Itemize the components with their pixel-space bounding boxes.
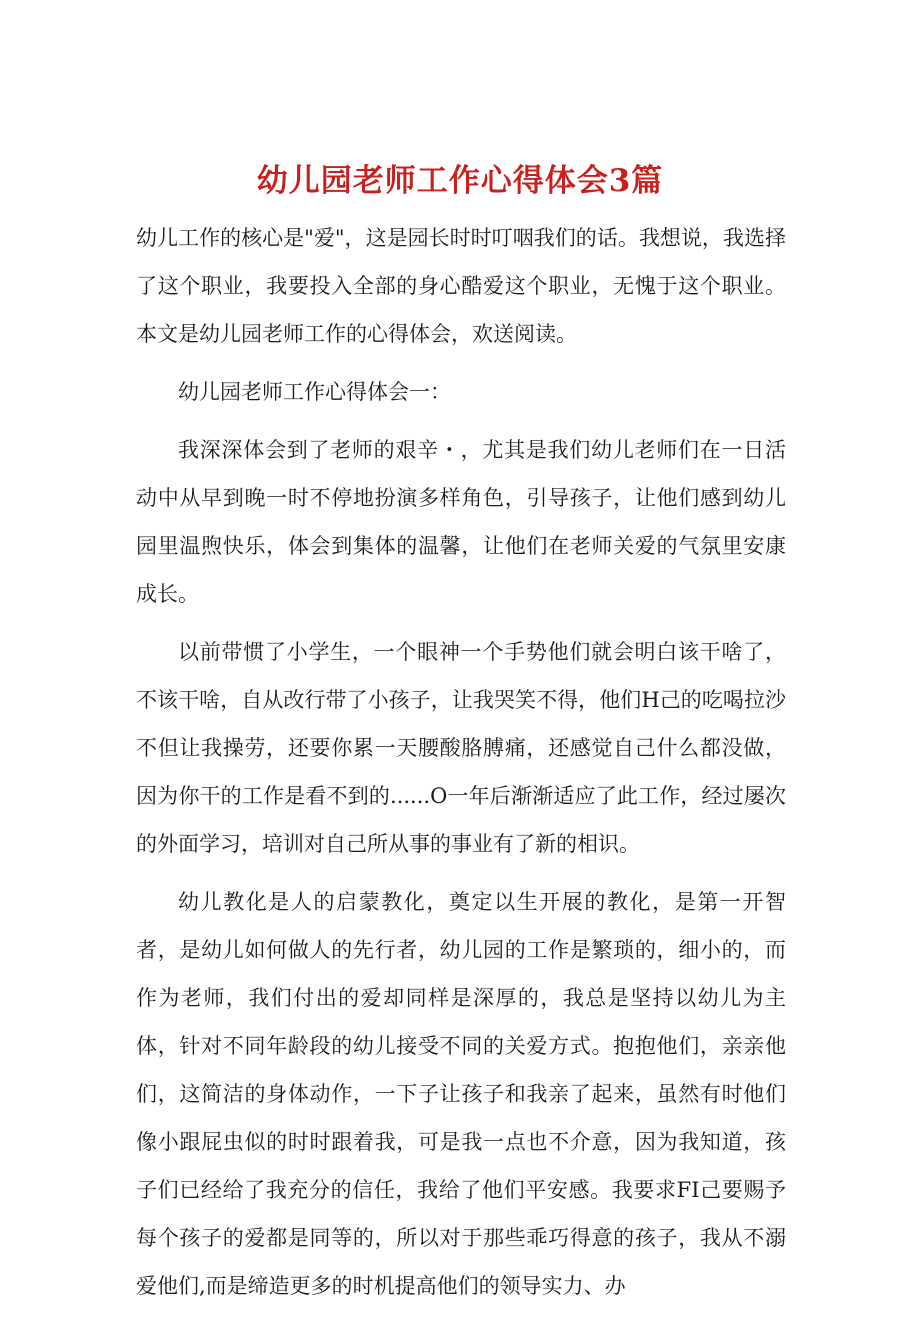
- body-paragraph: 幼儿教化是人的启蒙教化，奠定以生开展的教化，是第一开智者，是幼儿如何做人的先行者，幼儿园的工作是繁琐的，细小的，而作为老师，我们付出的爱却同样是深厚的，我总是坚持以幼儿为主体，针对不同年龄段的幼儿接受不同的关爱方式。抱抱他们，亲亲他们，这简洁的身体动作，一下子让孩子和我亲了起来，虽然有时他们像小跟屁虫似的时时跟着我，可是我一点也不介意，因为我知道，孩子们已经给了我充分的信任，我给了他们平安感。我要求FI己要赐予每个孩子的爱都是同等的，所以对于那些乖巧得意的孩子，我从不溺爱他们,而是缔造更多的时机提高他们的领导实力、办: [136, 890, 786, 1298]
- document-body: [136, 214, 786, 1320]
- body-paragraph: 我深深体会到了老师的艰辛・，尤其是我们幼儿老师们在一日活动中从早到晚一时不停地扮演多样角色，引导孩子，让他们感到幼儿园里温煦快乐，体会到集体的温馨，让他们在老师关爱的气氛里安康成长。: [136, 438, 786, 606]
- section-heading: 幼儿园老师工作心得体会一：: [178, 380, 451, 404]
- body-paragraph: 以前带惯了小学生，一个眼神一个手势他们就会明白该干啥了，不该干啥，自从改行带了小孩子，让我哭笑不得，他们H己的吃喝拉沙不但让我操劳，还要你累一天腰酸胳膊痛，还感觉自己什么都没做，因为你干的工作是看不到的......O一年后渐渐适应了此工作，经过屡次的外面学习，培训对自己所从事的事业有了新的相识。: [136, 640, 786, 856]
- intro-paragraph: 幼儿工作的核心是"爱"，这是园长时时叮咽我们的话。我想说，我选择了这个职业，我要投入全部的身心酷爱这个职业，无愧于这个职业。本文是幼儿园老师工作的心得体会，欢送阅读。: [136, 226, 786, 346]
- document-title: 幼儿园老师工作心得体会3篇: [256, 162, 664, 199]
